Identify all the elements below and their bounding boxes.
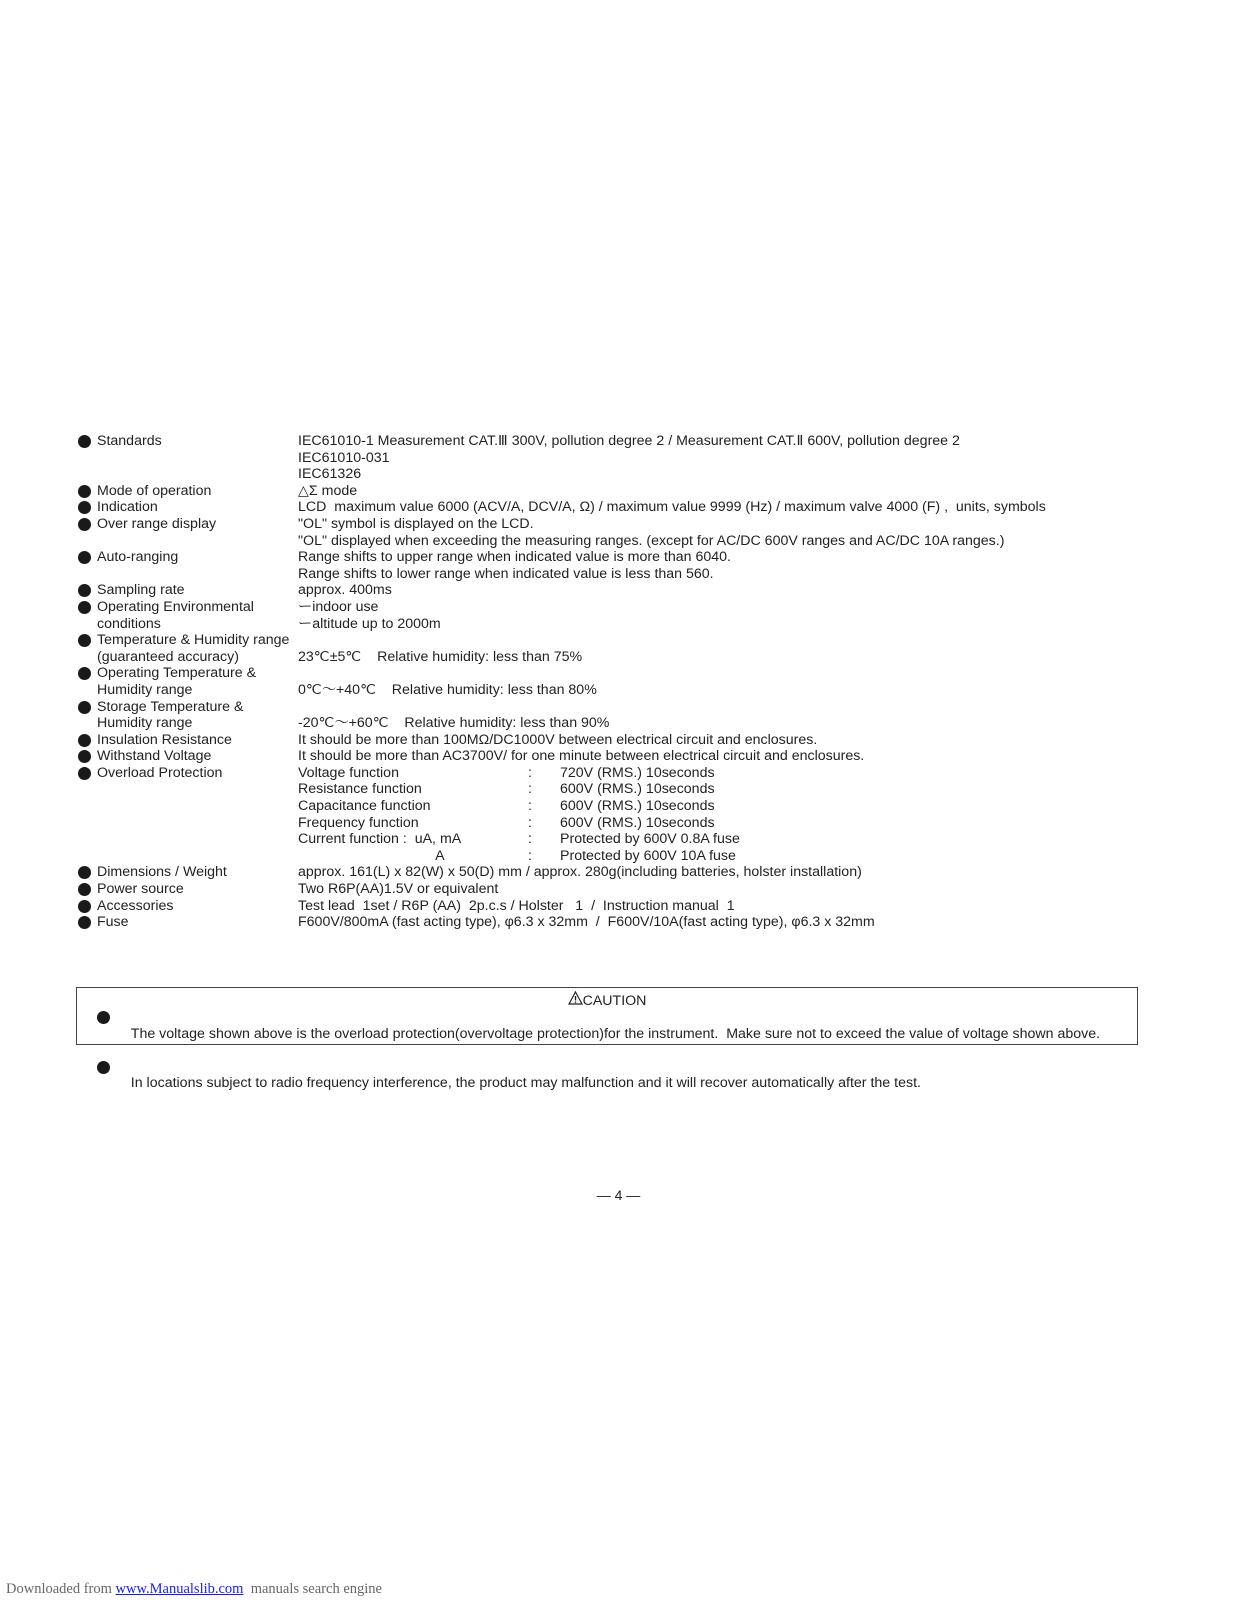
spec-label [97,582,297,599]
bullet-icon [97,1061,110,1074]
spec-value-line: 23℃±5℃ Relative humidity: less than 75% [298,648,583,665]
overload-val: Protected by 600V 0.8A fuse [560,831,740,848]
spec-label: Overload Protection [97,764,223,781]
spec-value [298,549,1158,582]
spec-label-line: Indication [97,499,158,516]
spec-label-line: Mode of operation [97,482,212,499]
spec-value [298,864,1158,881]
caution-title [77,991,1137,1009]
spec-value-line: "OL" displayed when exceeding the measuring ranges. (except for AC/DC 600V ranges and AC/DC 10A ranges.) [298,532,1005,549]
spec-label-line: Temperature & Humidity range [97,632,290,649]
spec-label-line: Operating Environmental [97,598,254,615]
overload-fn: Capacitance function [298,798,431,815]
spec-label [97,665,297,698]
bullet-icon [97,1011,110,1024]
spec-value-line: Range shifts to upper range when indicated value is more than 6040. [298,549,731,566]
spec-label [97,864,297,881]
spec-value [298,881,1158,898]
spec-value-line: Test lead 1set / R6P (AA) 2p.c.s / Holster 1 / Instruction manual 1 [298,897,735,914]
spec-value-line: IEC61010-031 [298,449,390,466]
spec-label [97,483,297,500]
spec-value-line: F600V/800mA (fast acting type), φ6.3 x 32mm / F600V/10A(fast acting type), φ6.3 x 32mm [298,914,875,931]
spec-label [97,499,297,516]
spec-value-line: 0℃～+40℃ Relative humidity: less than 80% [298,681,597,698]
spec-value-line: "OL" symbol is displayed on the LCD. [298,515,534,532]
spec-value-line: Range shifts to lower range when indicated value is less than 560. [298,565,714,582]
overload-fn: Resistance function [298,781,422,798]
footer-suffix: manuals search engine [243,1581,382,1597]
spec-value [298,499,1158,516]
bullet-icon [78,900,91,913]
bullet-icon [78,667,91,680]
spec-label-line: Over range display [97,515,217,532]
spec-value-line [298,699,1158,716]
overload-table [298,765,1158,865]
spec-label [97,699,297,732]
spec-label-line: Withstand Voltage [97,748,212,765]
spec-label-line: Operating Temperature & [97,665,257,682]
spec-value [298,665,1158,698]
bullet-icon [78,551,91,564]
spec-value [298,516,1158,549]
overload-fn: Current function : uA, mA [298,831,462,848]
bullet-icon [78,584,91,597]
spec-label-line: (guaranteed accuracy) [97,648,239,665]
spec-value [298,582,1158,599]
specifications-list [78,433,1158,931]
bullet-icon [78,518,91,531]
bullet-icon [78,866,91,879]
spec-row [78,699,1158,732]
spec-value [298,433,1158,483]
spec-value [298,699,1158,732]
spec-row [78,483,1158,500]
spec-label [97,881,297,898]
bullet-icon [78,634,91,647]
spec-label-line: conditions [97,615,161,632]
spec-label-line: Storage Temperature & [97,698,244,715]
spec-row [78,582,1158,599]
overload-val: 600V (RMS.) 10seconds [560,781,715,798]
spec-value [298,732,1158,749]
footer-prefix: Downloaded from [6,1581,116,1597]
caution-item [77,1009,1137,1059]
spec-label [97,748,297,765]
spec-label [97,732,297,749]
overload-sep: : [528,831,532,848]
spec-label [97,549,297,566]
page-number: ― 4 ― [596,1187,641,1203]
spec-value-line: Two R6P(AA)1.5V or equivalent [298,881,499,898]
spec-value [298,748,1158,765]
spec-value-line: IEC61326 [298,466,362,483]
spec-value-line: approx. 400ms [298,582,392,599]
spec-label-line: Dimensions / Weight [97,864,227,881]
spec-value-line [298,665,1158,682]
manualslib-link[interactable]: www.Manualslib.com [115,1581,244,1597]
caution-item-text: In locations subject to radio frequency interference, the product may malfunction and it will recover automatically after the test. [130,1075,921,1091]
spec-label-line: Auto-ranging [97,549,179,566]
caution-title-text: CAUTION [582,993,647,1009]
spec-label [97,914,297,931]
spec-label-line: Fuse [97,914,129,931]
overload-sep: : [528,798,532,815]
bullet-icon [78,485,91,498]
overload-sep: : [528,847,532,864]
spec-row-overload-protection [78,765,1158,865]
spec-value-line [298,632,1158,649]
bullet-icon [78,435,91,448]
overload-fn: Voltage function [298,764,399,781]
spec-value [298,599,1158,632]
overload-val: 600V (RMS.) 10seconds [560,798,715,815]
spec-row [78,864,1158,881]
spec-value-line: ーaltitude up to 2000m [298,615,441,632]
spec-row [78,499,1158,516]
overload-sep: : [528,781,532,798]
bullet-icon [78,750,91,763]
bullet-icon [78,883,91,896]
bullet-icon [78,601,91,614]
overload-fn: Frequency function [298,814,419,831]
spec-row [78,914,1158,931]
overload-val: 720V (RMS.) 10seconds [560,764,715,781]
spec-value [298,483,1158,500]
spec-value-line: -20℃～+60℃ Relative humidity: less than 90% [298,715,610,732]
spec-value [298,914,1158,931]
spec-value-line: LCD maximum value 6000 (ACV/A, DCV/A, Ω) / maximum value 9999 (Hz) / maximum valve 4000 (F) , units, symbols [298,499,1046,516]
spec-label-line: Accessories [97,897,174,914]
warning-triangle-icon [568,991,583,1008]
spec-row [78,665,1158,698]
spec-label-line: Insulation Resistance [97,731,232,748]
caution-item [77,1059,1137,1109]
bullet-icon [78,916,91,929]
spec-row [78,599,1158,632]
spec-row [78,732,1158,749]
spec-value-line: It should be more than AC3700V/ for one minute between electrical circuit and enclosures. [298,748,865,765]
spec-value-line: ーindoor use [298,598,379,615]
bullet-icon [78,701,91,714]
spec-label-line: Humidity range [97,681,193,698]
spec-label [97,898,297,915]
spec-label [97,516,297,533]
spec-label [97,599,297,632]
bullet-icon [78,767,91,780]
download-footer [6,1581,382,1598]
spec-value-line: △Σ mode [298,482,358,499]
caution-item-text: The voltage shown above is the overload protection(overvoltage protection)for the instrument. Make sure not to exceed the value of voltage shown above. [130,1025,1101,1042]
overload-sep: : [528,814,532,831]
caution-box [76,987,1138,1091]
spec-label-line: Humidity range [97,715,193,732]
spec-row [78,632,1158,665]
bullet-icon [78,501,91,514]
spec-value [298,898,1158,915]
spec-row [78,748,1158,765]
spec-row [78,549,1158,582]
spec-label-line: Power source [97,881,184,898]
spec-row [78,433,1158,483]
spec-row [78,516,1158,549]
spec-label-line: Standards [97,433,162,449]
spec-value-line: approx. 161(L) x 82(W) x 50(D) mm / approx. 280g(including batteries, holster installation) [298,864,862,881]
spec-value [298,632,1158,665]
spec-row [78,881,1158,898]
spec-value-line: It should be more than 100MΩ/DC1000V between electrical circuit and enclosures. [298,731,818,748]
spec-label [97,632,297,665]
overload-sep: : [528,764,532,781]
bullet-icon [78,734,91,747]
spec-label-line: Sampling rate [97,582,185,599]
spec-value-line: IEC61010-1 Measurement CAT.Ⅲ 300V, pollution degree 2 / Measurement CAT.Ⅱ 600V, pollution degree 2 [298,433,960,449]
overload-val: 600V (RMS.) 10seconds [560,814,715,831]
spec-label [97,433,297,450]
overload-val: Protected by 600V 10A fuse [560,847,736,864]
overload-fn: A [298,847,445,864]
spec-row [78,898,1158,915]
